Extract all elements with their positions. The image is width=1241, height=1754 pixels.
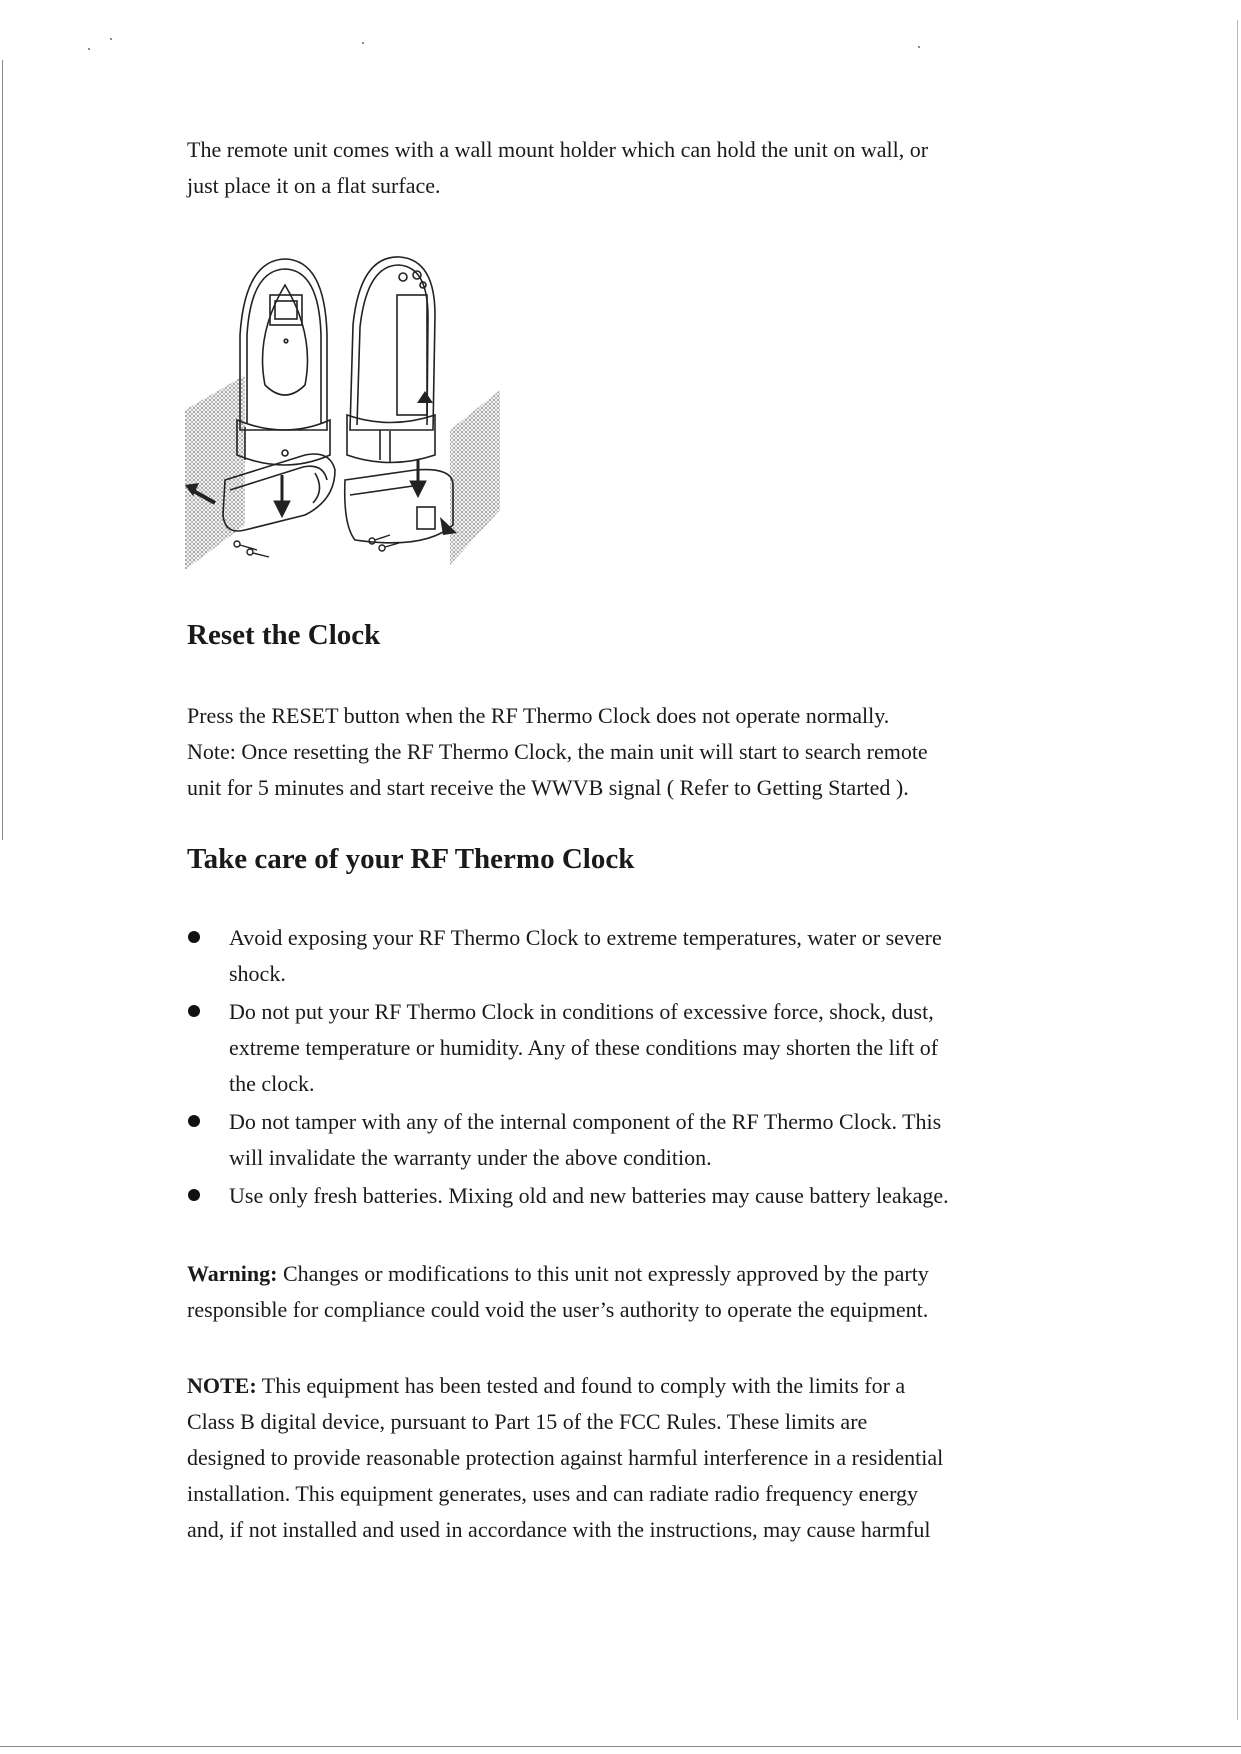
bullet-2-line-2: extreme temperature or humidity. Any of these conditions may shorten the lift of — [229, 1035, 939, 1060]
note-line-3: designed to provide reasonable protection against harmful interference in a residential — [187, 1445, 944, 1470]
note-text-1: This equipment has been tested and found to comply with the limits for a — [256, 1373, 906, 1398]
warning-line-1 — [187, 1256, 1067, 1292]
care-bullet-1 — [187, 920, 1067, 992]
note-line-1 — [187, 1368, 1067, 1404]
scan-edge-left — [2, 60, 3, 840]
scan-speck — [88, 48, 90, 50]
note-line-2: Class B digital device, pursuant to Part 15 of the FCC Rules. These limits are — [187, 1409, 868, 1434]
right-wall-mount-holder — [345, 470, 453, 543]
intro-line-1: The remote unit comes with a wall mount holder which can hold the unit on wall, or — [187, 137, 929, 162]
care-bullet-2 — [187, 994, 1067, 1102]
note-line-4: installation. This equipment generates, uses and can radiate radio frequency energy — [187, 1481, 919, 1506]
right-unit-triangle — [417, 391, 433, 403]
reset-line-2: Note: Once resetting the RF Thermo Clock, the main unit will start to search remote — [187, 739, 928, 764]
intro-line-2: just place it on a flat surface. — [187, 173, 441, 198]
reset-paragraph — [187, 698, 1067, 806]
reset-line-3: unit for 5 minutes and start receive the WWVB signal ( Refer to Getting Started ). — [187, 775, 909, 800]
warning-text-1: Changes or modifications to this unit not expressly approved by the party — [277, 1261, 929, 1286]
intro-paragraph — [187, 132, 1067, 204]
wall-mount-illustration — [185, 255, 565, 570]
note-paragraph — [187, 1368, 1067, 1548]
reset-heading: Reset the Clock — [187, 619, 381, 651]
scan-speck — [110, 38, 112, 40]
bullet-2-line-1: Do not put your RF Thermo Clock in conditions of excessive force, shock, dust, — [229, 999, 934, 1024]
care-heading: Take care of your RF Thermo Clock — [187, 843, 635, 875]
scan-edge-bottom — [0, 1746, 1241, 1747]
care-bullet-list — [187, 920, 1067, 1216]
right-arrow-down — [410, 460, 426, 497]
right-remote-unit — [347, 257, 435, 463]
note-line-5: and, if not installed and used in accordance with the instructions, may cause harmful — [187, 1517, 931, 1542]
care-bullet-4 — [187, 1178, 1067, 1214]
warning-line-2: responsible for compliance could void the user’s authority to operate the equipment. — [187, 1297, 929, 1322]
scan-speck — [362, 42, 364, 44]
bullet-3-line-2: will invalidate the warranty under the above condition. — [229, 1145, 712, 1170]
care-bullet-3 — [187, 1104, 1067, 1176]
left-remote-unit — [237, 259, 330, 465]
left-screws — [234, 541, 269, 557]
bullet-3-line-1: Do not tamper with any of the internal component of the RF Thermo Clock. This — [229, 1109, 942, 1134]
note-label: NOTE: — [187, 1373, 257, 1398]
bullet-4-line-1: Use only fresh batteries. Mixing old and new batteries may cause battery leakage. — [229, 1183, 949, 1208]
warning-label: Warning: — [187, 1261, 278, 1286]
right-wall-hatch — [450, 390, 500, 565]
bullet-1-line-1: Avoid exposing your RF Thermo Clock to extreme temperatures, water or severe — [229, 925, 942, 950]
reset-line-1: Press the RESET button when the RF Thermo Clock does not operate normally. — [187, 703, 890, 728]
bullet-2-line-3: the clock. — [229, 1071, 315, 1096]
warning-paragraph — [187, 1256, 1067, 1328]
bullet-1-line-2: shock. — [229, 961, 286, 986]
scan-edge-right — [1237, 20, 1238, 1720]
left-arrow-down — [274, 475, 290, 517]
scan-speck — [918, 46, 920, 48]
